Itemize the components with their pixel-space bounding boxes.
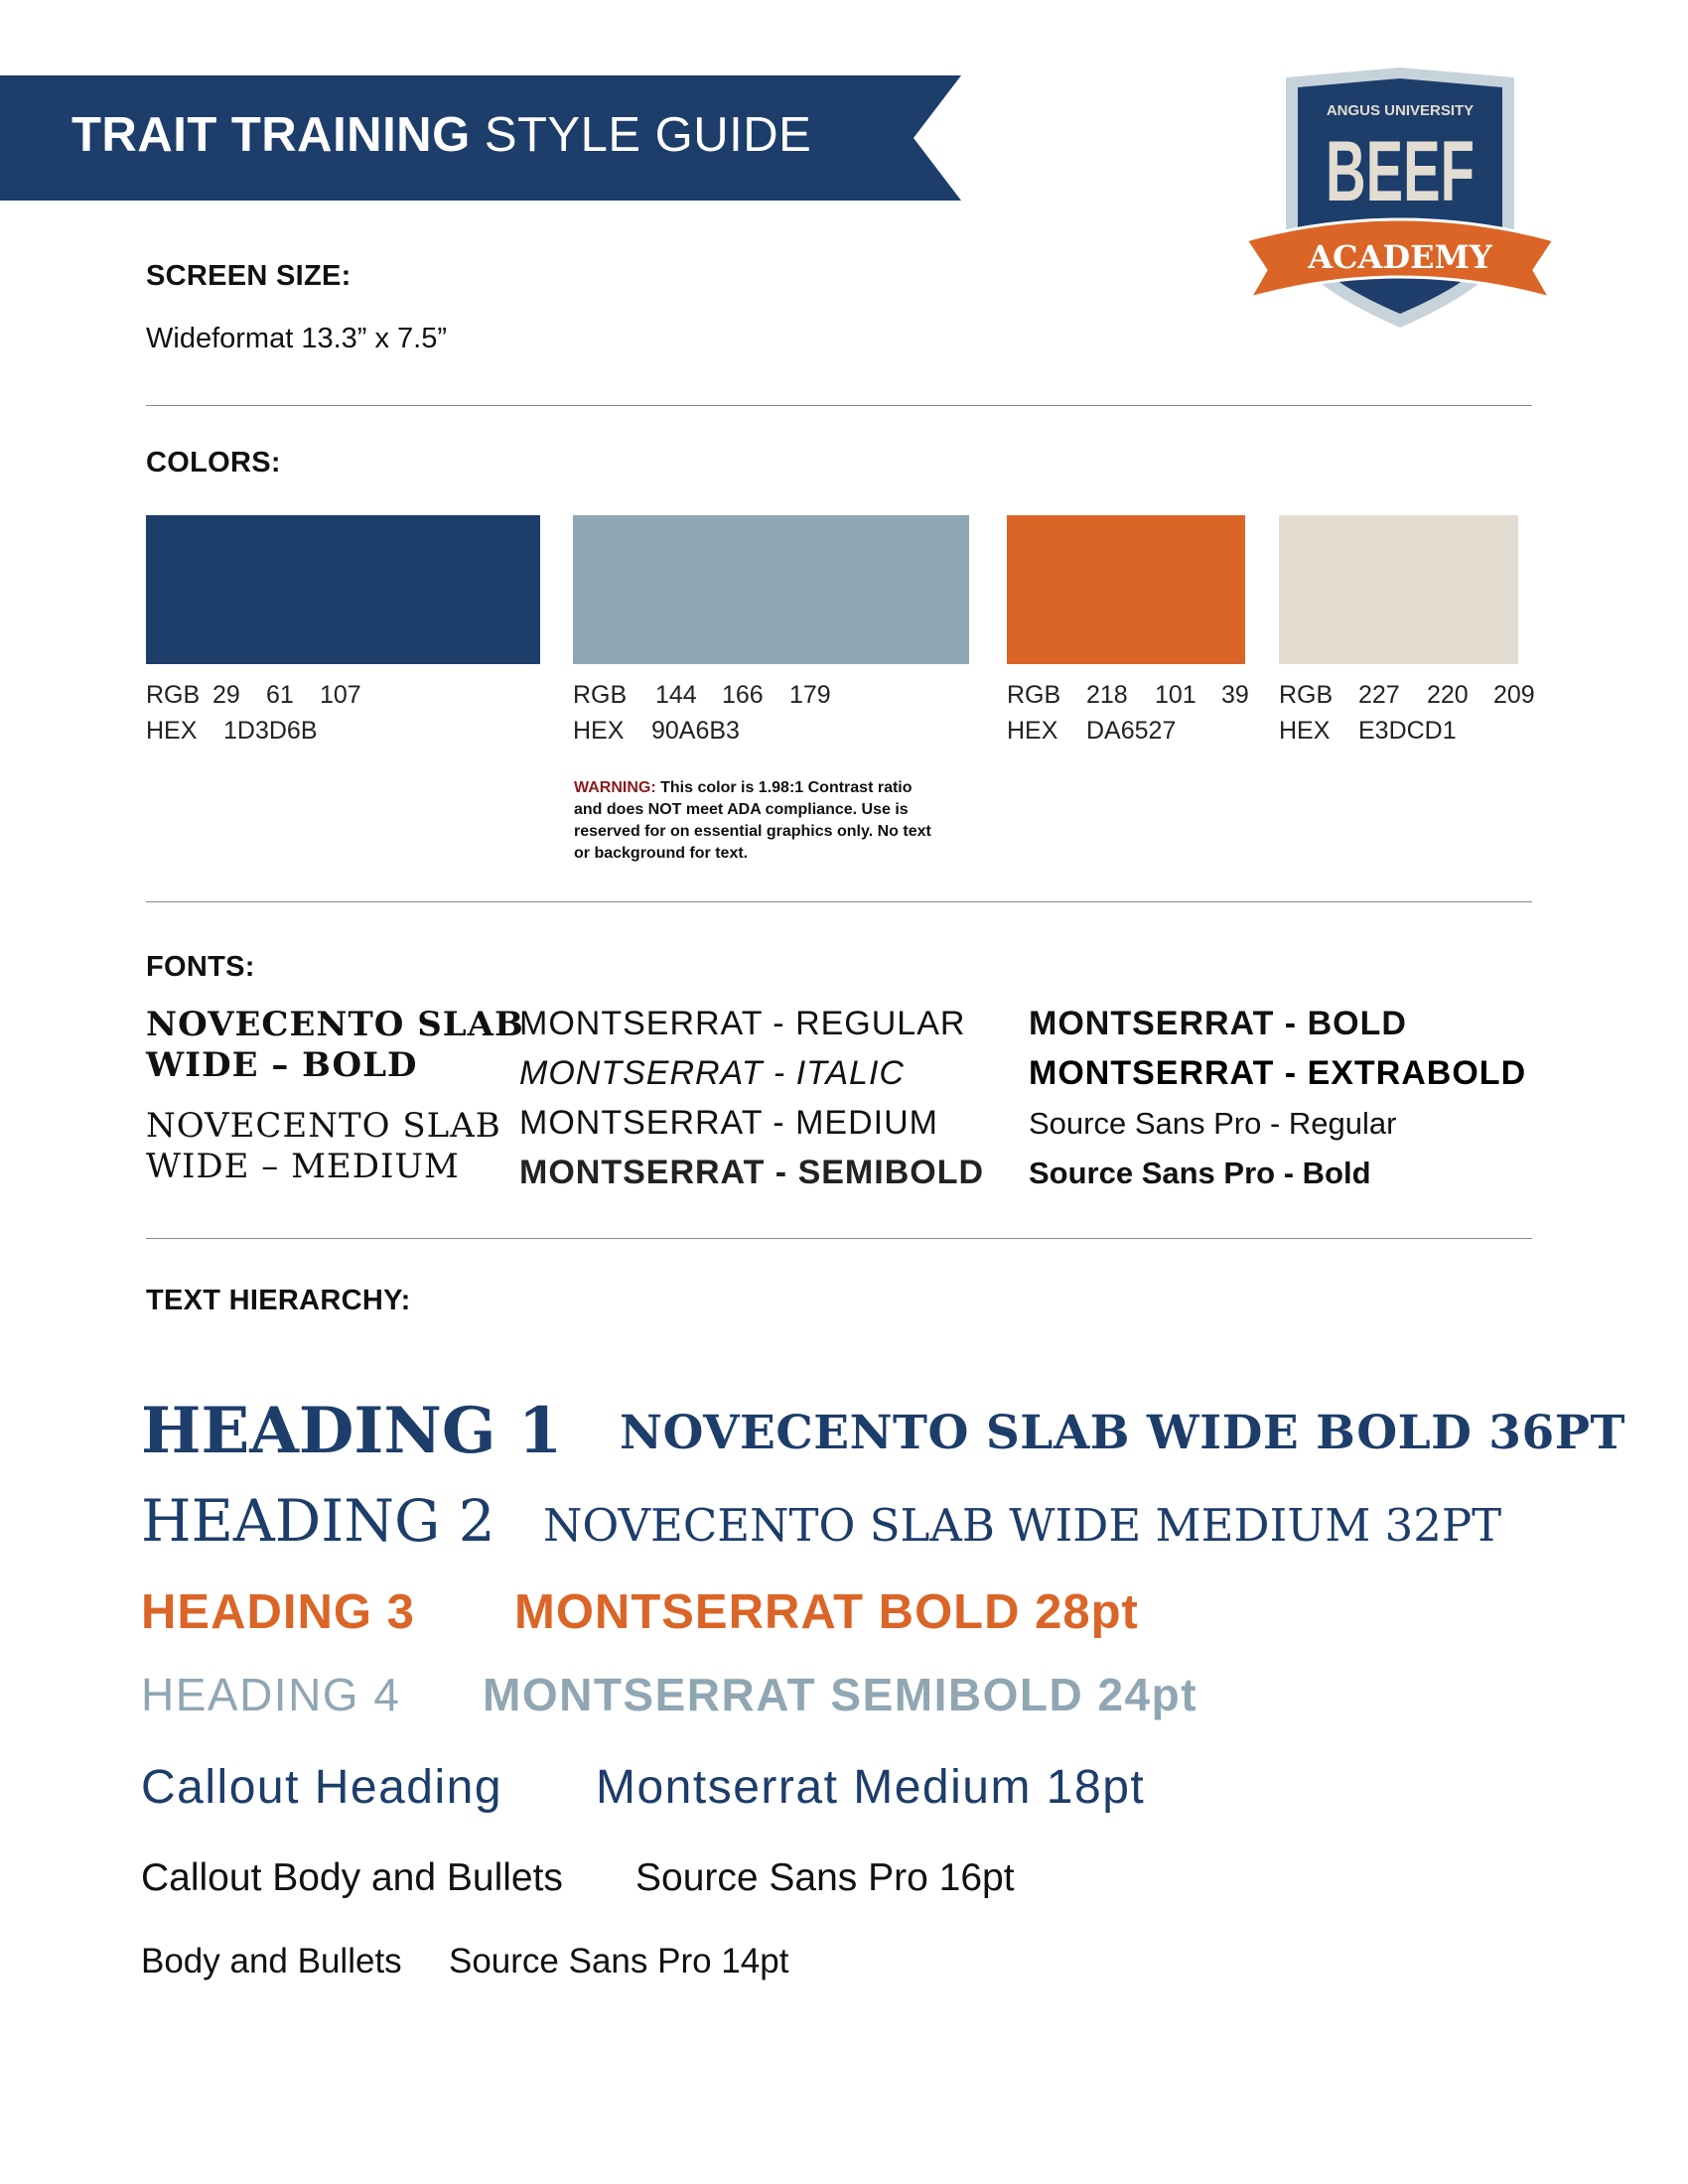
swatch-orange: [1007, 515, 1245, 664]
swatch-rgb-label: RGB: [573, 681, 628, 709]
swatch-r: 144: [655, 681, 697, 709]
body-spec: Source Sans Pro 14pt: [449, 1942, 789, 1980]
divider: [146, 901, 1532, 902]
heading-1-spec: NOVECENTO SLAB WIDE BOLD 36PT: [620, 1406, 1626, 1460]
swatch-hex: E3DCD1: [1358, 717, 1457, 745]
warning-text: This color is 1.98:1 Contrast ratio and does NOT meet ADA compliance. Use is reserved for on essential graphics only. No text or background for text.: [574, 779, 931, 862]
font-sample-montserrat-regular: MONTSERRAT - REGULAR: [519, 1005, 966, 1042]
divider: [146, 405, 1532, 406]
swatch-b: 107: [320, 681, 361, 709]
logo-main-text: BEEF: [1326, 124, 1475, 219]
font-sample-novecento-bold-2: WIDE – BOLD: [146, 1045, 418, 1085]
swatch-hex-label: HEX: [1007, 717, 1058, 745]
swatch-g: 101: [1155, 681, 1196, 709]
swatch-rgb-label: RGB: [1007, 681, 1061, 709]
swatch-b: 179: [789, 681, 831, 709]
heading-2-spec: NOVECENTO SLAB WIDE MEDIUM 32PT: [543, 1499, 1502, 1552]
font-sample-source-sans-bold: Source Sans Pro - Bold: [1029, 1156, 1371, 1190]
fonts-label: FONTS:: [146, 951, 255, 983]
swatch-cream: [1279, 515, 1518, 664]
swatch-b: 39: [1221, 681, 1249, 709]
heading-3-sample: HEADING 3: [141, 1585, 415, 1639]
swatch-hex-label: HEX: [1279, 717, 1331, 745]
callout-body-spec: Source Sans Pro 16pt: [635, 1856, 1015, 1899]
page-title: [71, 107, 811, 163]
swatch-r: 218: [1086, 681, 1128, 709]
font-sample-novecento-bold-1: NOVECENTO SLAB: [146, 1005, 524, 1044]
title-regular: STYLE GUIDE: [484, 108, 812, 162]
heading-1-sample: HEADING 1: [141, 1394, 563, 1468]
heading-3-spec: MONTSERRAT BOLD 28pt: [514, 1585, 1139, 1639]
screen-size-value: Wideformat 13.3” x 7.5”: [146, 323, 447, 354]
text-hierarchy-label: TEXT HIERARCHY:: [146, 1285, 411, 1316]
swatch-g: 166: [722, 681, 764, 709]
logo-top-text: ANGUS UNIVERSITY: [1326, 102, 1475, 119]
font-sample-montserrat-bold: MONTSERRAT - BOLD: [1029, 1005, 1407, 1042]
swatch-r: 29: [212, 681, 240, 709]
swatch-rgb-label: RGB: [146, 681, 201, 709]
swatch-hex-label: HEX: [146, 717, 198, 745]
swatch-hex: 1D3D6B: [223, 717, 318, 745]
font-sample-novecento-medium-1: NOVECENTO SLAB: [146, 1106, 501, 1146]
font-sample-montserrat-italic: MONTSERRAT - ITALIC: [519, 1054, 905, 1092]
swatch-rgb-label: RGB: [1279, 681, 1334, 709]
header-banner: [0, 75, 963, 201]
swatch-g: 61: [266, 681, 294, 709]
font-sample-montserrat-semibold: MONTSERRAT - SEMIBOLD: [519, 1154, 985, 1191]
warning-label: WARNING:: [574, 779, 656, 796]
font-sample-montserrat-extrabold: MONTSERRAT - EXTRABOLD: [1029, 1054, 1527, 1092]
shield-icon: [1236, 60, 1564, 338]
font-sample-novecento-medium-2: WIDE – MEDIUM: [146, 1147, 460, 1186]
screen-size-label: SCREEN SIZE:: [146, 260, 352, 292]
font-sample-montserrat-medium: MONTSERRAT - MEDIUM: [519, 1104, 938, 1142]
colors-label: COLORS:: [146, 447, 281, 478]
beef-academy-logo: [1236, 60, 1564, 338]
heading-2-sample: HEADING 2: [141, 1487, 495, 1555]
swatch-hex: DA6527: [1086, 717, 1177, 745]
logo-ribbon-text: ACADEMY: [1308, 238, 1492, 276]
callout-heading-sample: Callout Heading: [141, 1761, 503, 1814]
heading-4-sample: HEADING 4: [141, 1669, 401, 1720]
swatch-b: 209: [1493, 681, 1535, 709]
swatch-slate: [573, 515, 969, 664]
swatch-navy: [146, 515, 540, 664]
heading-4-spec: MONTSERRAT SEMIBOLD 24pt: [483, 1669, 1198, 1720]
divider: [146, 1238, 1532, 1239]
swatch-g: 220: [1427, 681, 1469, 709]
font-sample-source-sans-regular: Source Sans Pro - Regular: [1029, 1106, 1397, 1141]
ada-warning-note: [574, 777, 931, 865]
callout-heading-spec: Montserrat Medium 18pt: [596, 1761, 1146, 1814]
swatch-r: 227: [1358, 681, 1400, 709]
body-sample: Body and Bullets: [141, 1942, 402, 1980]
swatch-hex-label: HEX: [573, 717, 625, 745]
callout-body-sample: Callout Body and Bullets: [141, 1856, 563, 1899]
swatch-hex: 90A6B3: [651, 717, 740, 745]
title-bold: TRAIT TRAINING: [71, 108, 471, 162]
